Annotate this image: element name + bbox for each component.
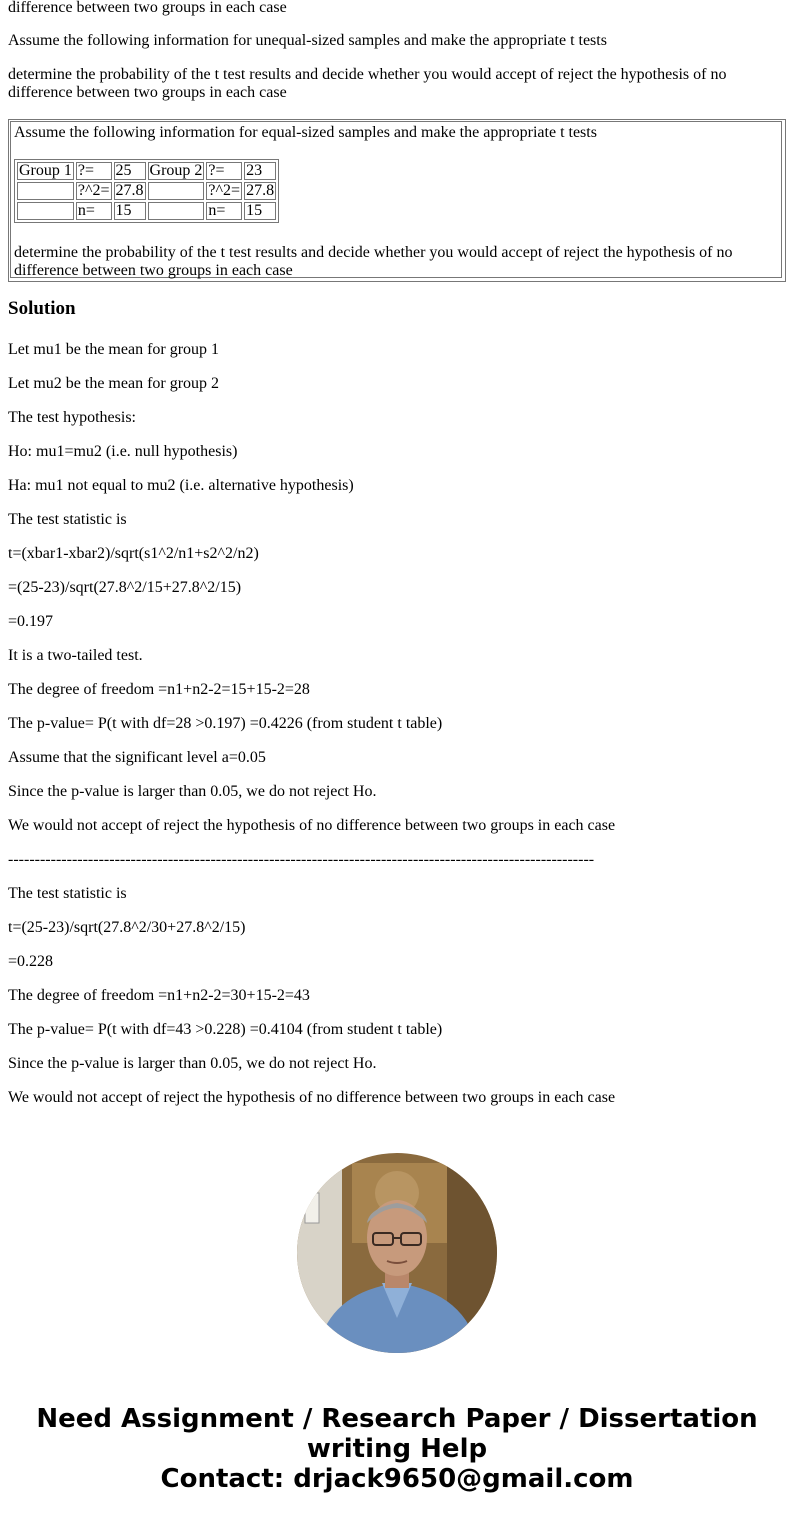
table-cell [17,202,74,220]
solution-line: Ha: mu1 not equal to mu2 (i.e. alternative hypothesis) [8,477,354,494]
unequal-determine: determine the probability of the t test results and decide whether you would accept of reject the hypothesis of no difference between two groups in each case [8,66,727,101]
solution-line: It is a two-tailed test. [8,647,143,664]
solution-line: t=(25-23)/sqrt(27.8^2/30+27.8^2/15) [8,919,246,936]
solution-line: Ho: mu1=mu2 (i.e. null hypothesis) [8,443,238,460]
solution-line: The degree of freedom =n1+n2-2=15+15-2=28 [8,681,310,698]
promo-contact: Contact: drjack9650@gmail.com [160,1464,634,1494]
solution-line: The p-value= P(t with df=43 >0.228) =0.4104 (from student t table) [8,1021,443,1038]
promo-line: Need Assignment / Research Paper / Dissertation [36,1404,758,1434]
table-row [17,182,276,200]
equal-determine: determine the probability of the t test results and decide whether you would accept of reject the hypothesis of no difference between two groups in each case [14,244,733,279]
table-cell: 27.8 [115,182,144,199]
table-cell [148,202,205,220]
solution-line: The degree of freedom =n1+n2-2=30+15-2=43 [8,987,310,1004]
equal-intro: Assume the following information for equal-sized samples and make the appropriate t tests [14,124,597,141]
question-fragment: difference between two groups in each case [8,0,287,16]
question-box-cell [10,121,782,278]
table-row [17,162,276,180]
table-cell: Group 1 [19,162,72,179]
solution-line: Since the p-value is larger than 0.05, we do not reject Ho. [8,783,377,800]
promo-line: writing Help [306,1434,488,1464]
solution-line: =0.197 [8,613,54,630]
solution-line: Since the p-value is larger than 0.05, we do not reject Ho. [8,1055,377,1072]
table-cell: n= [206,202,242,220]
table-cell: 15 [114,202,146,220]
table-cell [17,182,74,200]
solution-heading: Solution [8,298,76,319]
solution-line: The test statistic is [8,511,127,528]
solution-line: Let mu2 be the mean for group 2 [8,375,220,392]
table-cell: 27.8 [246,182,275,199]
table-cell: ?= [206,162,242,180]
table-cell: 23 [244,162,276,180]
promo-banner [0,1404,794,1494]
author-photo-icon [297,1153,497,1353]
table-cell [148,182,205,200]
solution-line: =0.228 [8,953,54,970]
separator-line: -------------------------------------------------------------------------------------------------------------- [8,851,595,868]
group-stats-table [14,159,279,223]
table-cell: ?= [76,162,112,180]
table-cell: ?^2= [77,182,110,199]
solution-line: The p-value= P(t with df=28 >0.197) =0.4226 (from student t table) [8,715,443,732]
table-cell: Group 2 [149,162,203,179]
table-row [17,202,276,220]
unequal-intro: Assume the following information for unequal-sized samples and make the appropriate t tests [8,32,607,49]
table-cell: 15 [244,202,276,220]
solution-line: Assume that the significant level a=0.05 [8,749,266,766]
solution-line: Let mu1 be the mean for group 1 [8,341,220,358]
solution-line: The test statistic is [8,885,127,902]
table-cell: n= [76,202,112,220]
table-cell: ?^2= [208,182,241,199]
solution-line: We would not accept of reject the hypothesis of no difference between two groups in each case [8,817,616,834]
table-cell: 25 [114,162,146,180]
solution-line: The test hypothesis: [8,409,136,426]
author-avatar [297,1153,497,1353]
solution-line: We would not accept of reject the hypothesis of no difference between two groups in each case [8,1089,616,1106]
solution-line: t=(xbar1-xbar2)/sqrt(s1^2/n1+s2^2/n2) [8,545,259,562]
solution-line: =(25-23)/sqrt(27.8^2/15+27.8^2/15) [8,579,242,596]
question-box [8,119,786,282]
